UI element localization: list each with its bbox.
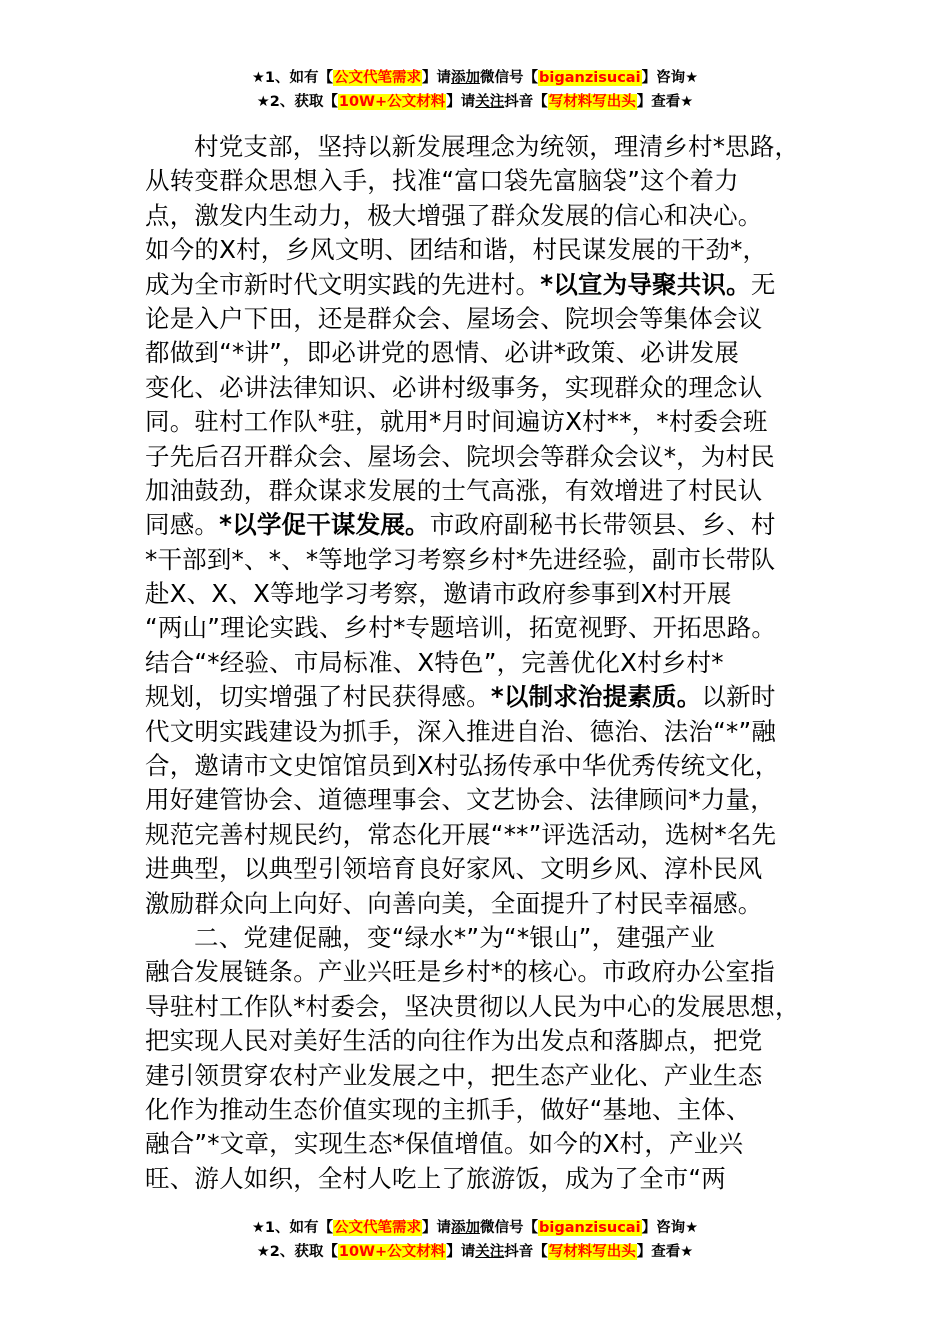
header-banner xyxy=(0,66,950,114)
body-line: 都做到“*讲”，即必讲党的恩情、必讲*政策、必讲发展 xyxy=(145,338,740,368)
body-line: 从转变群众思想入手，找准“富口袋先富脑袋”这个着力 xyxy=(145,166,739,196)
banner-highlight: 10W+公文材料 xyxy=(338,1244,446,1260)
banner-text: 】请 xyxy=(422,70,452,86)
body-line: 变化、必讲法律知识、必讲村级事务，实现群众的理念认 xyxy=(145,372,763,402)
banner-text: 微信号【 xyxy=(480,1220,539,1236)
body-line: 结合“*经验、市局标准、X特色”，完善优化X村乡村* xyxy=(145,647,724,677)
body-line: 赴X、X、X等地学习考察，邀请市政府参事到X村开展 xyxy=(145,579,732,609)
banner-highlight: biganzisucai xyxy=(539,1220,641,1236)
footer-banner xyxy=(0,1216,950,1264)
body-line: 合，邀请市文史馆馆员到X村弘扬传承中华优秀传统文化， xyxy=(145,751,780,781)
banner-text: 微信号【 xyxy=(480,70,539,86)
body-line: 同。驻村工作队*驻，就用*月时间遍访X村**，*村委会班 xyxy=(145,407,768,437)
banner-line-2 xyxy=(0,1240,950,1264)
banner-text: 】查看★ xyxy=(636,94,694,110)
banner-text: ★1、如有【 xyxy=(251,1220,334,1236)
body-line: 二、党建促融，变“绿水*”为“*银山”，建强产业 xyxy=(194,922,716,952)
body-line: 如今的X村，乡风文明、团结和谐，村民谋发展的干劲*， xyxy=(145,235,768,265)
banner-underline: 添加 xyxy=(451,70,481,86)
body-line: 化作为推动生态价值实现的主抓手，做好“基地、主体、 xyxy=(145,1094,751,1124)
banner-line-1 xyxy=(0,1216,950,1240)
body-text: 以新时 xyxy=(701,682,776,712)
banner-line-2 xyxy=(0,90,950,114)
banner-text: ★2、获取【 xyxy=(256,1244,338,1260)
body-line: 导驻村工作队*村委会，坚决贯彻以人民为中心的发展思想， xyxy=(145,991,800,1021)
body-line: 激励群众向上向好、向善向美，全面提升了村民幸福感。 xyxy=(145,888,763,918)
banner-underline: 关注 xyxy=(475,1244,505,1260)
banner-text: ★2、获取【 xyxy=(256,94,338,110)
banner-text: 】请 xyxy=(446,1244,476,1260)
body-line: 进典型，以典型引领培育良好家风、文明乡风、淳朴民风 xyxy=(145,854,763,884)
banner-line-1 xyxy=(0,66,950,90)
banner-highlight: 写材料写出头 xyxy=(548,1244,636,1260)
banner-highlight: 公文代笔需求 xyxy=(334,1220,422,1236)
banner-highlight: 公文代笔需求 xyxy=(334,70,422,86)
body-bold-heading: *以制求治提素质。 xyxy=(490,682,702,712)
banner-highlight: 写材料写出头 xyxy=(548,94,636,110)
body-line: 村党支部，坚持以新发展理念为统领，理清乡村*思路， xyxy=(194,132,800,161)
body-line: 加油鼓劲，群众谋求发展的士气高涨，有效增进了村民认 xyxy=(145,475,763,505)
body-line xyxy=(145,268,835,302)
body-text: 无 xyxy=(750,269,776,299)
body-line: 融合发展链条。产业兴旺是乡村*的核心。市政府办公室指 xyxy=(145,957,775,987)
body-line: 点，激发内生动力，极大增强了群众发展的信心和决心。 xyxy=(145,200,763,230)
body-line: 论是入户下田，还是群众会、屋场会、院坝会等集体会议 xyxy=(145,303,763,333)
banner-text: 】咨询★ xyxy=(641,70,699,86)
body-line: 建引领贯穿农村产业发展之中，把生态产业化、产业生态 xyxy=(145,1060,763,1090)
document-body xyxy=(145,130,835,1196)
banner-underline: 添加 xyxy=(451,1220,481,1236)
body-line: 代文明实践建设为抓手，深入推进自治、德治、法治“*”融 xyxy=(145,716,777,746)
body-bold-heading: *以宣为导聚共识。 xyxy=(540,269,751,299)
banner-text: 】请 xyxy=(422,1220,452,1236)
banner-highlight: 10W+公文材料 xyxy=(338,94,446,110)
banner-underline: 关注 xyxy=(475,94,505,110)
body-line: 子先后召开群众会、屋场会、院坝会等群众会议*，为村民 xyxy=(145,441,775,471)
body-line: 融合”*文章，实现生态*保值增值。如今的X村，产业兴 xyxy=(145,1129,744,1159)
body-line: “两山”理论实践、乡村*专题培训，拓宽视野、开拓思路。 xyxy=(145,613,777,643)
banner-highlight: biganzisucai xyxy=(539,70,641,86)
banner-text: 抖音【 xyxy=(504,1244,548,1260)
body-text: 同感。 xyxy=(145,510,220,540)
banner-text: 】查看★ xyxy=(636,1244,694,1260)
banner-text: 】请 xyxy=(446,94,476,110)
body-line xyxy=(145,508,835,542)
body-text: 规划，切实增强了村民获得感。 xyxy=(145,682,491,712)
body-line: *干部到*、*、*等地学习考察乡村*先进经验，副市长带队 xyxy=(145,544,776,574)
body-line: 规范完善村规民约，常态化开展“**”评选活动，选树*名先 xyxy=(145,819,777,849)
body-text: 成为全市新时代文明实践的先进村。 xyxy=(145,269,541,299)
body-text: 市政府副秘书长带领县、乡、村 xyxy=(429,510,776,540)
banner-text: 】咨询★ xyxy=(641,1220,699,1236)
body-bold-heading: *以学促干谋发展。 xyxy=(219,510,430,540)
banner-text: ★1、如有【 xyxy=(251,70,334,86)
body-line: 把实现人民对美好生活的向往作为出发点和落脚点，把党 xyxy=(145,1026,763,1056)
body-line: 旺、游人如织，全村人吃上了旅游饭，成为了全市“两 xyxy=(145,1163,726,1193)
body-line xyxy=(145,680,835,714)
body-line: 用好建管协会、道德理事会、文艺协会、法律顾问*力量， xyxy=(145,785,775,815)
banner-text: 抖音【 xyxy=(504,94,548,110)
